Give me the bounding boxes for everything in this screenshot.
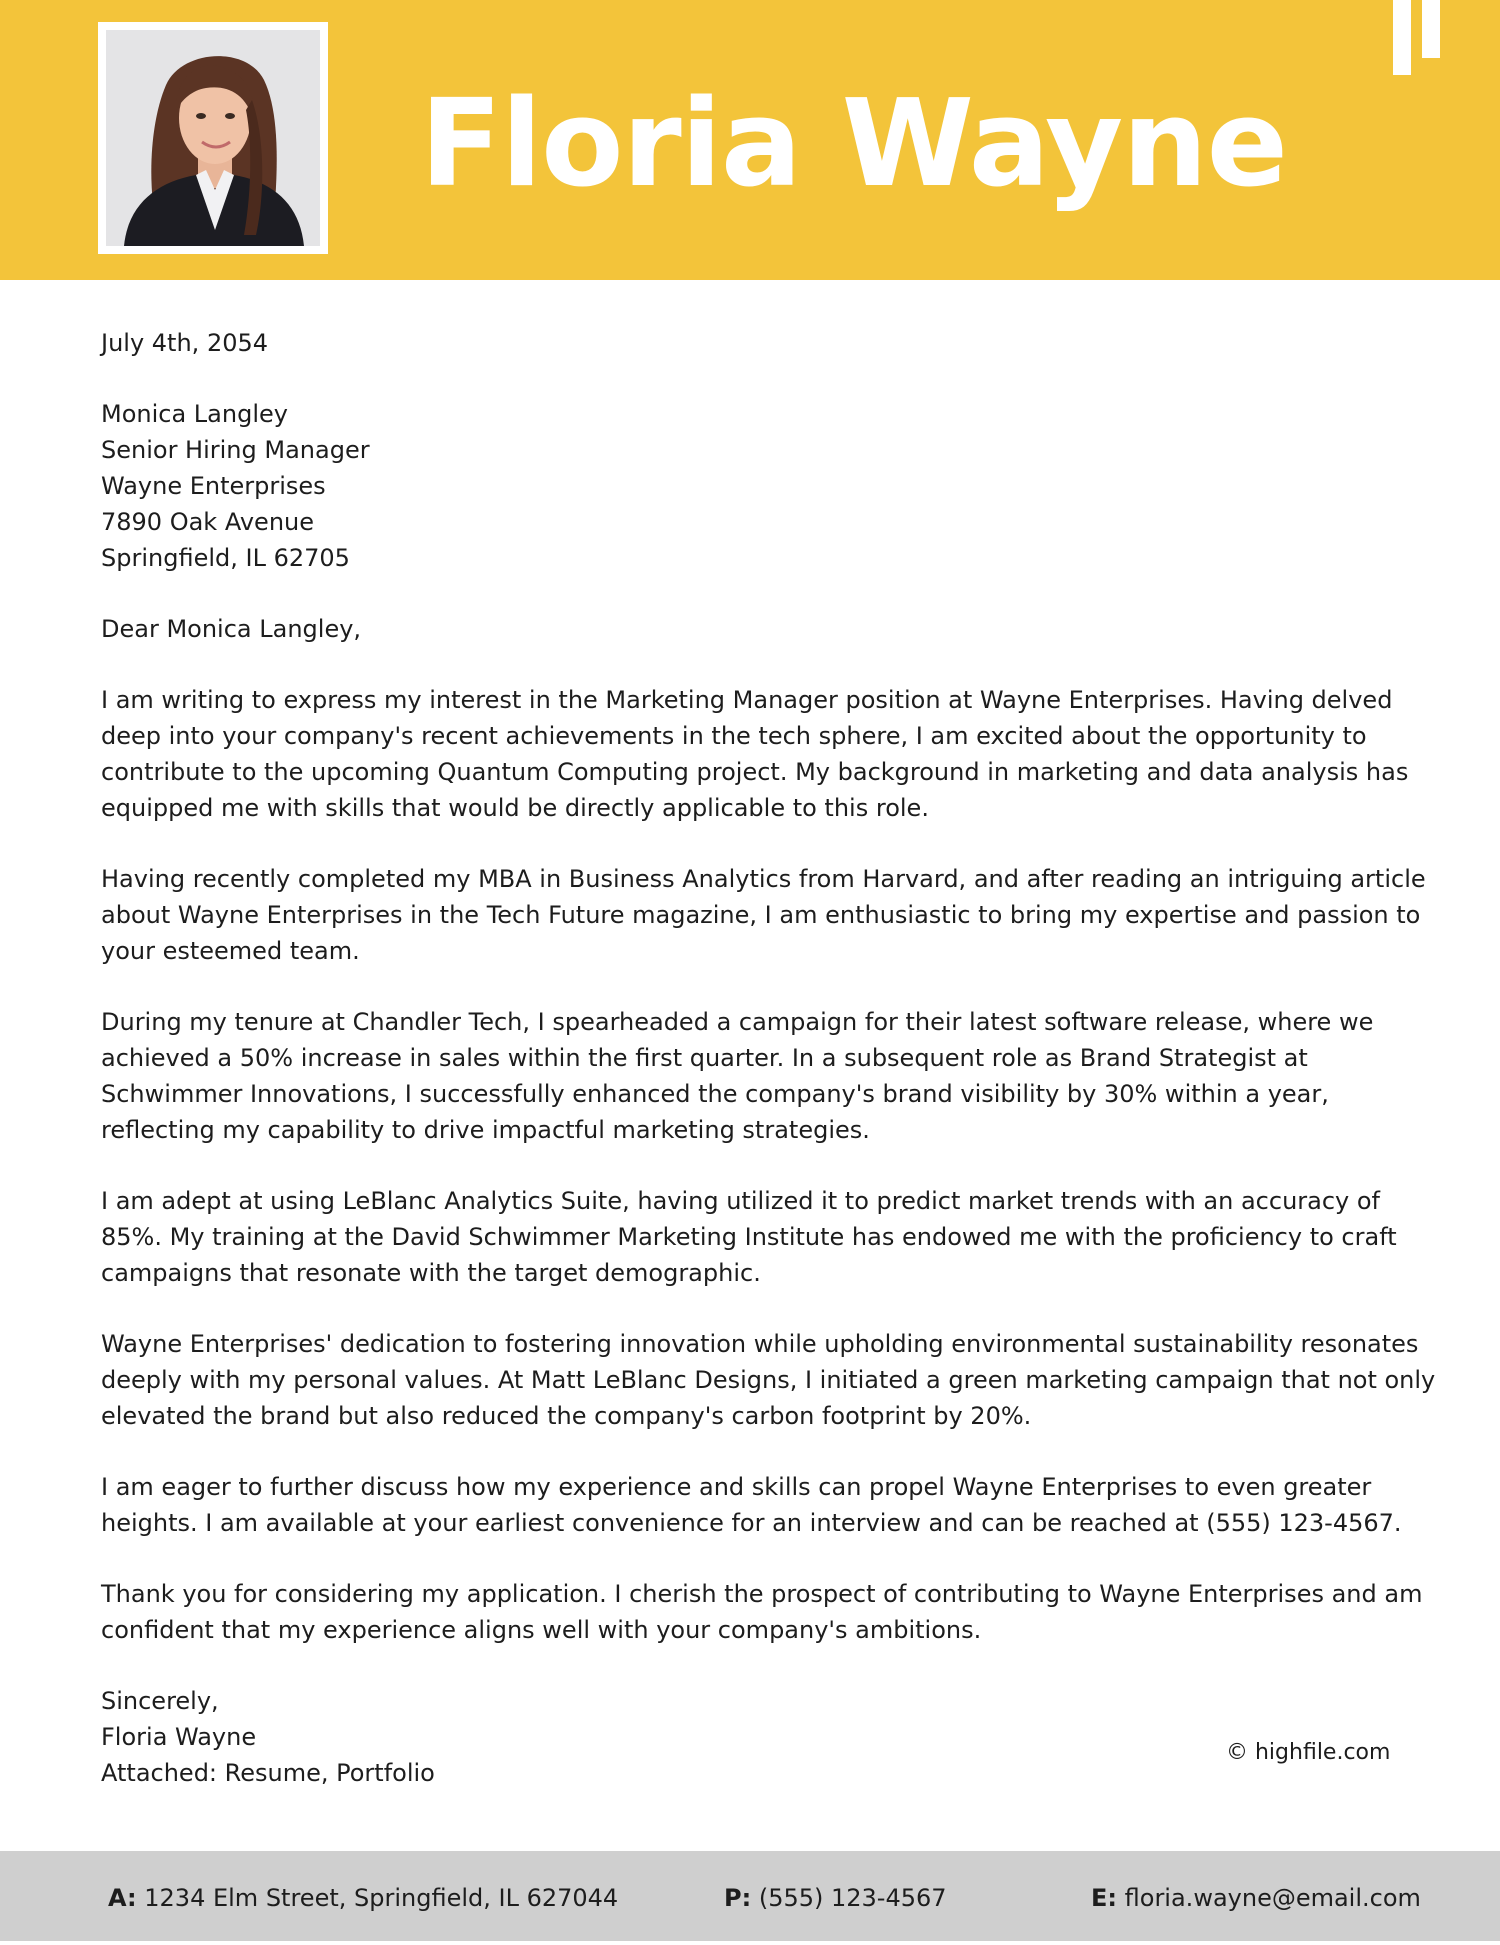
footer-phone xyxy=(724,1851,947,1941)
footer-email xyxy=(1091,1851,1421,1941)
letter-body xyxy=(101,325,1441,1826)
recipient-title: Senior Hiring Manager xyxy=(101,436,370,464)
email-label: E: xyxy=(1091,1884,1117,1912)
body-paragraph: I am writing to express my interest in the Marketing Manager position at Wayne Enterprises. Having delved deep into your company's recent achievements in the tech sphere, I am excited about the opportunity to contribute to the upcoming Quantum Computing project. My background in marketing and data analysis has equipped me with skills that would be directly applicable to this role. xyxy=(101,686,1409,822)
recipient-city: Springfield, IL 62705 xyxy=(101,544,350,572)
contact-footer xyxy=(0,1851,1500,1941)
decorative-bar xyxy=(1393,0,1411,75)
decorative-bar xyxy=(1422,0,1440,58)
attachments-note: Attached: Resume, Portfolio xyxy=(101,1759,435,1787)
copyright-notice: © highfile.com xyxy=(1226,1740,1391,1765)
body-paragraph: I am eager to further discuss how my experience and skills can propel Wayne Enterprises to even greater heights. I am available at your earliest convenience for an interview and can be reached at (555) 123-4567. xyxy=(101,1473,1402,1537)
recipient-name: Monica Langley xyxy=(101,400,288,428)
profile-photo xyxy=(106,30,320,246)
signature-name: Floria Wayne xyxy=(101,1723,257,1751)
address-value: 1234 Elm Street, Springfield, IL 627044 xyxy=(144,1884,619,1912)
applicant-name: Floria Wayne xyxy=(420,75,1288,214)
header-banner xyxy=(0,0,1500,280)
body-paragraph: Thank you for considering my application. I cherish the prospect of contributing to Wayne Enterprises and am confident that my experience aligns well with your company's ambitions. xyxy=(101,1580,1423,1644)
body-paragraph: Having recently completed my MBA in Business Analytics from Harvard, and after reading an intriguing article about Wayne Enterprises in the Tech Future magazine, I am enthusiastic to bring my expertise and passion to your esteemed team. xyxy=(101,865,1426,965)
address-label: A: xyxy=(108,1884,137,1912)
body-paragraph: During my tenure at Chandler Tech, I spearheaded a campaign for their latest software release, where we achieved a 50% increase in sales within the first quarter. In a subsequent role as Brand Strategist at Schwimmer Innovations, I successfully enhanced the company's brand visibility by 30% within a year, reflecting my capability to drive impactful marketing strategies. xyxy=(101,1008,1374,1144)
footer-address xyxy=(108,1851,618,1941)
email-value: floria.wayne@email.com xyxy=(1124,1884,1421,1912)
recipient-company: Wayne Enterprises xyxy=(101,472,326,500)
recipient-address-block xyxy=(101,396,1441,576)
body-paragraph: Wayne Enterprises' dedication to fostering innovation while upholding environmental sustainability resonates deeply with my personal values. At Matt LeBlanc Designs, I initiated a green marketing campaign that not only elevated the brand but also reduced the company's carbon footprint by 20%. xyxy=(101,1330,1436,1430)
body-paragraph: I am adept at using LeBlanc Analytics Suite, having utilized it to predict market trends with an accuracy of 85%. My training at the David Schwimmer Marketing Institute has endowed me with the proficiency to craft campaigns that resonate with the target demographic. xyxy=(101,1187,1397,1287)
phone-label: P: xyxy=(724,1884,752,1912)
salutation: Dear Monica Langley, xyxy=(101,615,362,643)
letter-date: July 4th, 2054 xyxy=(101,329,269,357)
closing: Sincerely, xyxy=(101,1687,219,1715)
profile-photo-frame xyxy=(98,22,328,254)
recipient-street: 7890 Oak Avenue xyxy=(101,508,314,536)
phone-value: (555) 123-4567 xyxy=(758,1884,947,1912)
signature-block xyxy=(101,1683,1441,1791)
